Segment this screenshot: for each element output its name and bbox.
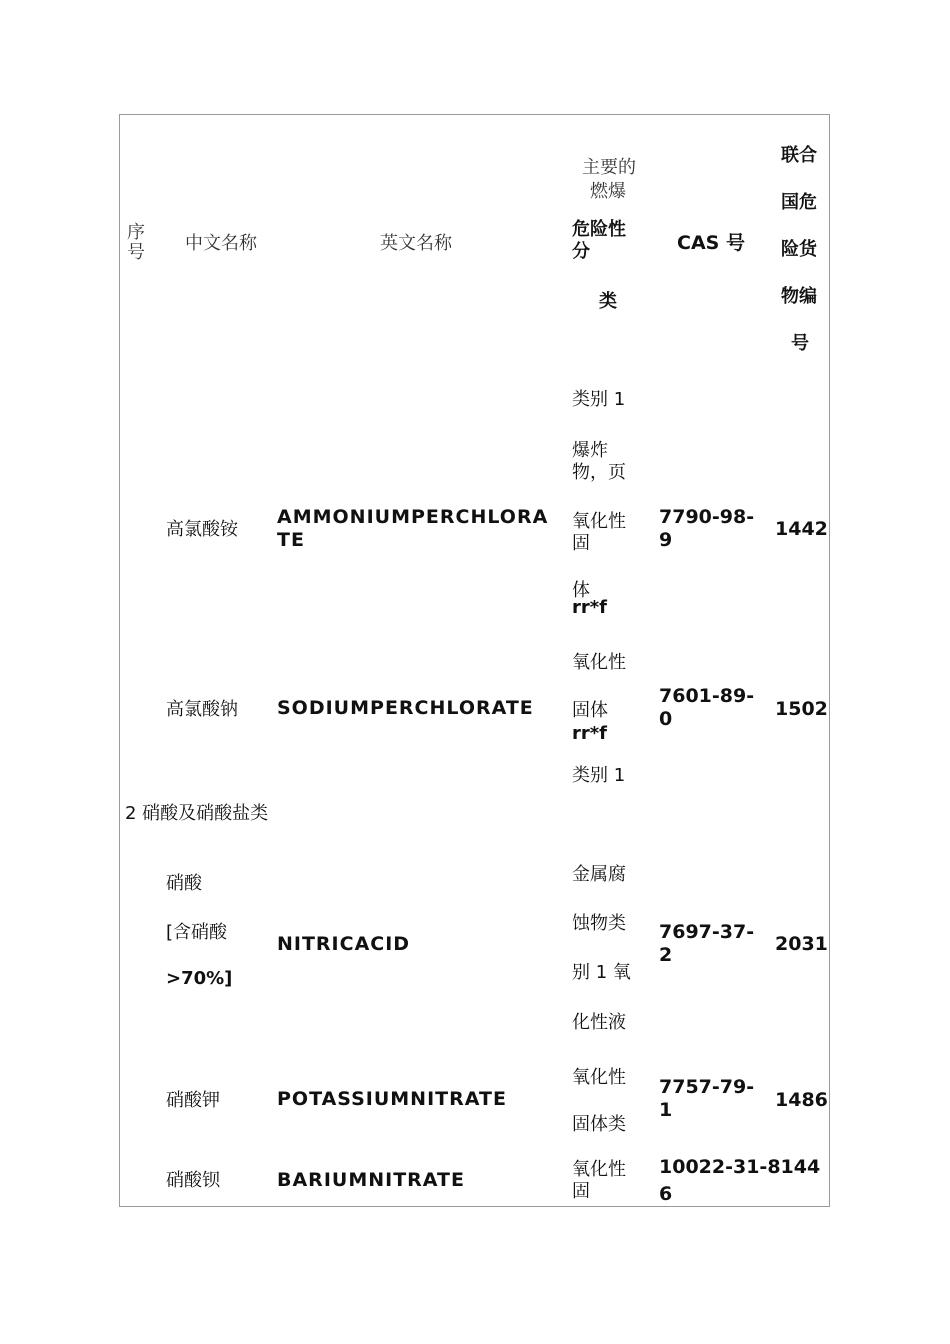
header-un-1: 联合: [781, 145, 817, 166]
header-cn-name: 中文名称: [185, 233, 257, 254]
header-hazard-3: 危险性: [572, 219, 626, 240]
header-en-name: 英文名称: [380, 233, 452, 254]
header-un-4: 物编: [781, 286, 817, 307]
header-hazard-5: 类: [599, 291, 617, 312]
row3-hazard-1: 金属腐: [572, 864, 626, 885]
header-un-2: 国危: [781, 192, 817, 213]
row4-cas-2: 1: [659, 1099, 673, 1121]
header-cas: CAS 号: [677, 232, 745, 254]
row2-hazard-3: rr*f: [572, 723, 607, 744]
header-hazard-4: 分: [572, 241, 590, 262]
table-frame: [119, 114, 830, 1207]
row3-cn-1: 硝酸: [166, 873, 202, 894]
row1-en-1: AMMONIUMPERCHLORA: [277, 506, 549, 528]
row1-hazard-3: 物，页: [572, 462, 626, 483]
row4-cn: 硝酸钾: [166, 1090, 220, 1111]
header-un-5: 号: [791, 333, 809, 354]
row1-cn: 高氯酸铵: [166, 519, 238, 540]
row1-en-2: TE: [277, 529, 305, 551]
row3-en: NITRICACID: [277, 933, 411, 955]
row2-hazard-4: 类别 1: [572, 765, 626, 786]
header-un-3: 险货: [781, 239, 817, 260]
row3-cas-1: 7697-37-: [659, 921, 755, 943]
row1-hazard-7: rr*f: [572, 597, 607, 618]
header-seq-1: 序: [127, 222, 145, 243]
row5-cas-2: 6: [659, 1183, 673, 1205]
row2-cn: 高氯酸钠: [166, 699, 238, 720]
row4-cas-1: 7757-79-: [659, 1076, 755, 1098]
header-hazard-1: 主要的: [582, 157, 636, 178]
row3-cas-2: 2: [659, 944, 673, 966]
row5-en: BARIUMNITRATE: [277, 1169, 465, 1191]
row3-cn-3: >70%]: [166, 968, 233, 989]
row1-cas-2: 9: [659, 529, 673, 551]
row3-hazard-2: 蚀物类: [572, 913, 626, 934]
row5-hazard-1: 氧化性: [572, 1159, 626, 1180]
row1-hazard-1: 类别 1: [572, 389, 626, 410]
row4-un: 1486: [775, 1089, 828, 1111]
row1-hazard-5: 固: [572, 533, 590, 554]
row5-cn: 硝酸钡: [166, 1170, 220, 1191]
row2-hazard-1: 氧化性: [572, 652, 626, 673]
row1-hazard-4: 氧化性: [572, 511, 626, 532]
section-heading: 2 硝酸及硝酸盐类: [125, 803, 269, 824]
row3-hazard-4: 化性液: [572, 1012, 626, 1033]
row1-cas-1: 7790-98-: [659, 506, 755, 528]
row2-cas-2: 0: [659, 708, 673, 730]
row3-cn-2: [含硝酸: [166, 922, 228, 943]
header-hazard-2: 燃爆: [590, 181, 626, 202]
row1-hazard-6: 体: [572, 580, 590, 601]
row2-un: 1502: [775, 698, 828, 720]
row5-hazard-2: 固: [572, 1181, 590, 1202]
row3-hazard-3: 别 1 氧: [572, 962, 631, 983]
row1-un: 1442: [775, 518, 828, 540]
row1-hazard-2: 爆炸: [572, 440, 608, 461]
row2-hazard-2: 固体: [572, 700, 608, 721]
row2-cas-1: 7601-89-: [659, 685, 755, 707]
header-seq-2: 号: [127, 242, 145, 263]
row4-hazard-1: 氧化性: [572, 1067, 626, 1088]
row4-en: POTASSIUMNITRATE: [277, 1088, 507, 1110]
row4-hazard-2: 固体类: [572, 1114, 626, 1135]
row2-en: SODIUMPERCHLORATE: [277, 697, 534, 719]
row3-un: 2031: [775, 933, 828, 955]
row5-cas-1: 10022-31-8144: [659, 1156, 821, 1178]
